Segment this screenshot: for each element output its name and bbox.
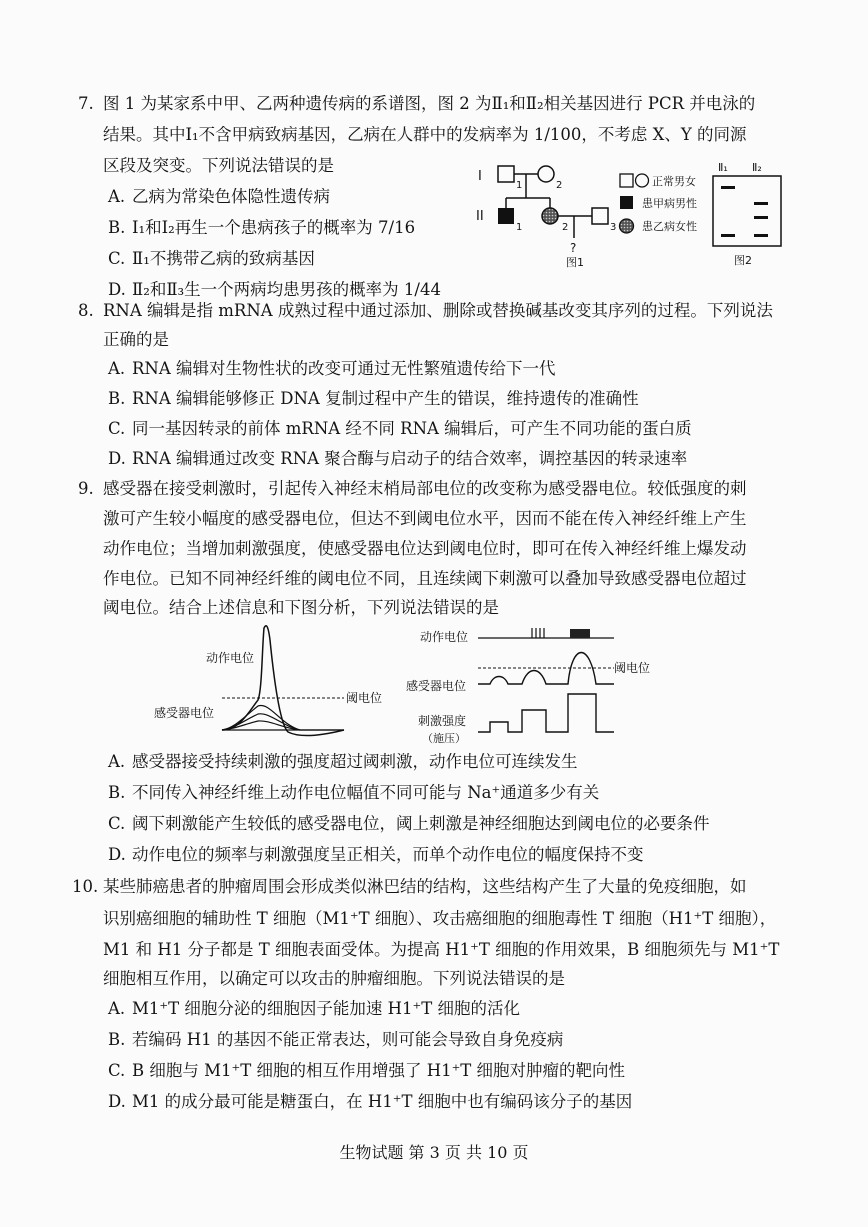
q9-option-a: A. 感受器接受持续刺激的强度超过阈刺激，动作电位可连续发生 bbox=[108, 752, 578, 771]
q8-option-c: C. 同一基因转录的前体 mRNA 经不同 RNA 编辑后，可产生不同功能的蛋白质 bbox=[108, 419, 692, 438]
q9-line-3: 动作电位；当增加刺激强度，使感受器电位达到阈电位时，即可在传入神经纤维上爆发动 bbox=[103, 539, 747, 558]
i2-normal-female bbox=[538, 166, 554, 182]
gel-band bbox=[721, 186, 735, 189]
q9-line-4: 作电位。已知不同神经纤维的阈电位不同，且连续阈下刺激可以叠加导致感受器电位超过 bbox=[103, 569, 747, 588]
svg-text:2: 2 bbox=[556, 180, 563, 191]
q9-option-b: B. 不同传入神经纤维上动作电位幅值不同可能与 Na⁺通道多少有关 bbox=[108, 783, 600, 802]
page-footer: 生物试题 第 3 页 共 10 页 bbox=[339, 1143, 529, 1162]
q7-number: 7. bbox=[78, 94, 94, 113]
ii2-affected-female bbox=[542, 208, 558, 224]
pedigree-figure bbox=[470, 160, 735, 270]
q8-number: 8. bbox=[78, 301, 94, 320]
fig1-caption: 图1 bbox=[566, 256, 584, 269]
legend-normal-text: 正常男女 bbox=[652, 175, 696, 188]
svg-text:2: 2 bbox=[562, 222, 569, 233]
q10-line-4: 细胞相互作用，以确定可以攻击的肿瘤细胞。下列说法错误的是 bbox=[103, 969, 565, 988]
q10-line-3: M1 和 H1 分子都是 T 细胞表面受体。为提高 H1⁺T 细胞的作用效果，B 细胞须先与 M1⁺T bbox=[103, 940, 780, 959]
q9-number: 9. bbox=[78, 479, 94, 498]
q9-option-d: D. 动作电位的频率与刺激强度呈正相关，而单个动作电位的幅度保持不变 bbox=[108, 845, 644, 864]
q8-option-d: D. RNA 编辑通过改变 RNA 聚合酶与启动子的结合效率，调控基因的转录速率 bbox=[108, 449, 688, 468]
legend-male-symbol bbox=[620, 174, 633, 187]
q7-line-3: 区段及突变。下列说法错误的是 bbox=[103, 156, 334, 175]
fig2-caption: 图2 bbox=[734, 254, 752, 267]
receptor-potential-label: 感受器电位 bbox=[154, 706, 215, 720]
action-potential-label: 动作电位 bbox=[206, 651, 255, 665]
legend-disease-b-symbol bbox=[620, 219, 634, 233]
gel-band bbox=[721, 234, 735, 237]
lane-ii1-label: Ⅱ₁ bbox=[718, 161, 728, 174]
stimulus-trace bbox=[478, 694, 614, 732]
q10-option-a: A. M1⁺T 细胞分泌的细胞因子能加速 H1⁺T 细胞的活化 bbox=[108, 999, 520, 1018]
legend-disease-a-symbol bbox=[620, 196, 633, 209]
q10-option-c: C. B 细胞与 M1⁺T 细胞的相互作用增强了 H1⁺T 细胞对肿瘤的靶向性 bbox=[108, 1061, 626, 1080]
gel-band bbox=[754, 216, 768, 219]
ii3-normal-male bbox=[592, 208, 608, 224]
gel-band bbox=[754, 202, 768, 205]
unknown-child: ? bbox=[570, 241, 577, 255]
q7-option-d: D. Ⅱ₂和Ⅱ₃生一个两病均患男孩的概率为 1/44 bbox=[108, 280, 441, 299]
q7-option-b: B. Ⅰ₁和Ⅰ₂再生一个患病孩子的概率为 7/16 bbox=[108, 218, 416, 237]
q8-option-b: B. RNA 编辑能够修正 DNA 复制过程中产生的错误，维持遗传的准确性 bbox=[108, 389, 639, 408]
legend-female-symbol bbox=[636, 174, 649, 187]
stimulus-sub-label: （施压） bbox=[422, 732, 466, 745]
q8-option-a: A. RNA 编辑对生物性状的改变可通过无性繁殖遗传给下一代 bbox=[108, 359, 556, 378]
i1-normal-male bbox=[498, 166, 514, 182]
receptor-potential-label-right: 感受器电位 bbox=[406, 679, 467, 693]
q10-option-b: B. 若编码 H1 的基因不能正常表达，则可能会导致自身免疫病 bbox=[108, 1030, 564, 1049]
q9-option-c: C. 阈下刺激能产生较低的感受器电位，阈上刺激是神经细胞达到阈电位的必要条件 bbox=[108, 814, 710, 833]
q8-line-1: 8. RNA 编辑是指 mRNA 成熟过程中通过添加、删除或替换碱基改变其序列的过程。下列说法 bbox=[78, 301, 773, 320]
electrophoresis-figure bbox=[708, 158, 788, 268]
stimulus-figure bbox=[406, 622, 668, 747]
q7-line-1: 7. 图 1 为某家系中甲、乙两种遗传病的系谱图，图 2 为Ⅱ₁和Ⅱ₂相关基因进行 PCR 并电泳的 bbox=[78, 94, 756, 113]
stimulus-label: 刺激强度 bbox=[418, 714, 467, 728]
action-potential-curve bbox=[222, 626, 344, 736]
q10-line-2: 识别癌细胞的辅助性 T 细胞（M1⁺T 细胞）、攻击癌细胞的细胞毒性 T 细胞（H1⁺T 细胞）， bbox=[103, 909, 777, 928]
svg-text:3: 3 bbox=[610, 222, 617, 233]
ii1-affected-male bbox=[498, 208, 514, 224]
q9-line-5: 阈电位。结合上述信息和下图分析，下列说法错误的是 bbox=[103, 598, 499, 617]
threshold-label-right: 阈电位 bbox=[614, 661, 651, 675]
svg-text:1: 1 bbox=[516, 222, 523, 233]
legend-disease-a-text: 患甲病男性 bbox=[642, 197, 697, 210]
q10-option-d: D. M1 的成分最可能是糖蛋白，在 H1⁺T 细胞中也有编码该分子的基因 bbox=[108, 1092, 633, 1111]
threshold-label: 阈电位 bbox=[346, 691, 383, 705]
q7-line-2: 结果。其中Ⅰ₁不含甲病致病基因，乙病在人群中的发病率为 1/100，不考虑 X、Y 的同源 bbox=[103, 125, 747, 144]
spike-burst bbox=[570, 629, 590, 638]
q7-option-a: A. 乙病为常染色体隐性遗传病 bbox=[108, 187, 330, 206]
q8-line-2: 正确的是 bbox=[103, 330, 169, 349]
q9-line-2: 激可产生较小幅度的感受器电位，但达不到阈电位水平，因而不能在传入神经纤维上产生 bbox=[103, 509, 747, 528]
generation-2-label: II bbox=[476, 209, 484, 224]
q7-option-c: C. Ⅱ₁不携带乙病的致病基因 bbox=[108, 249, 315, 268]
q10-number: 10. bbox=[72, 877, 99, 896]
q10-line-1: 10. 某些肺癌患者的肿瘤周围会形成类似淋巴结的结构，这些结构产生了大量的免疫细胞，如 bbox=[72, 877, 747, 896]
legend-disease-b-text: 患乙病女性 bbox=[642, 220, 697, 233]
lane-ii2-label: Ⅱ₂ bbox=[752, 161, 762, 174]
svg-text:1: 1 bbox=[516, 180, 523, 191]
generation-1-label: I bbox=[478, 169, 482, 184]
receptor-potential-figure bbox=[150, 620, 395, 745]
action-potential-label-right: 动作电位 bbox=[420, 630, 469, 644]
q9-line-1: 9. 感受器在接受刺激时，引起传入神经末梢局部电位的改变称为感受器电位。较低强度的刺 bbox=[78, 479, 747, 498]
gel-band bbox=[754, 234, 768, 237]
